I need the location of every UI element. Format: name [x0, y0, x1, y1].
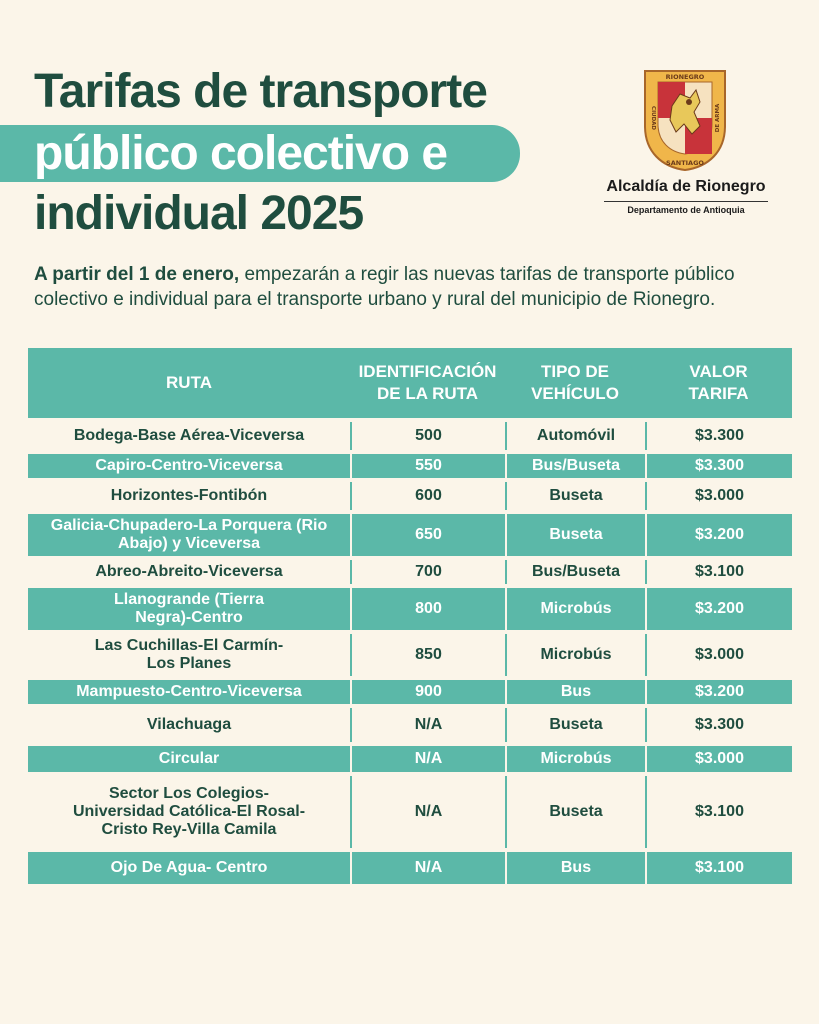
rionegro-shield-icon: [642, 68, 728, 172]
cell-valor: $3.200: [645, 514, 792, 556]
header-tipo-vehiculo: TIPO DE VEHÍCULO: [531, 362, 619, 403]
cell-valor: $3.300: [645, 708, 792, 742]
cell-valor: $3.100: [645, 852, 792, 884]
cell-ruta: Ojo De Agua- Centro: [110, 859, 268, 876]
table-row: [28, 560, 792, 584]
svg-text:RIONEGRO: RIONEGRO: [665, 73, 705, 81]
cell-id: 850: [350, 634, 505, 676]
cell-tipo: Microbús: [505, 634, 645, 676]
alcaldia-name: Alcaldía de Rionegro: [606, 178, 766, 195]
header-ruta: RUTA: [166, 373, 212, 392]
cell-valor: $3.100: [645, 776, 792, 848]
cell-ruta: Bodega-Base Aérea-Viceversa: [73, 427, 305, 444]
cell-valor: $3.200: [645, 588, 792, 630]
cell-id: 700: [350, 560, 505, 584]
table-row: [28, 588, 792, 630]
cell-ruta: Circular: [158, 750, 220, 767]
cell-valor: $3.300: [645, 454, 792, 478]
cell-id: N/A: [350, 776, 505, 848]
alcaldia-logo: [600, 68, 772, 218]
cell-tipo: Microbús: [505, 588, 645, 630]
cell-tipo: Automóvil: [505, 422, 645, 450]
page-title-line-1: Tarifas de transporte: [34, 65, 487, 118]
cell-tipo: Bus/Buseta: [505, 560, 645, 584]
cell-ruta: Sector Los Colegios-Universidad Católica-El Rosal-Cristo Rey-Villa Camila: [72, 785, 306, 838]
header-valor-tarifa: VALOR TARIFA: [688, 362, 749, 403]
page-title-line-2: público colectivo e: [34, 127, 448, 180]
cell-tipo: Bus: [505, 852, 645, 884]
cell-ruta: Vilachuaga: [146, 716, 232, 733]
logo-divider: [604, 201, 768, 202]
cell-id: 900: [350, 680, 505, 704]
table-header: [28, 348, 792, 418]
cell-id: 650: [350, 514, 505, 556]
cell-id: N/A: [350, 852, 505, 884]
cell-ruta: Galicia-Chupadero-La Porquera (Rio Abajo) y Viceversa: [50, 517, 328, 552]
cell-id: N/A: [350, 746, 505, 772]
cell-valor: $3.200: [645, 680, 792, 704]
svg-text:CIUDAD: CIUDAD: [650, 106, 656, 130]
table-row: [28, 708, 792, 742]
department-name: Departamento de Antioquia: [627, 205, 745, 215]
cell-valor: $3.000: [645, 482, 792, 510]
cell-id: 600: [350, 482, 505, 510]
cell-ruta: Abreo-Abreito-Viceversa: [95, 563, 283, 580]
table-row: [28, 454, 792, 478]
cell-tipo: Buseta: [505, 514, 645, 556]
table-row: [28, 776, 792, 848]
cell-id: N/A: [350, 708, 505, 742]
table-row: [28, 514, 792, 556]
intro-text: empezarán a regir las nuevas tarifas de transporte público colectivo e individual para el transporte urbano y rural del municipio de Rionegro.: [34, 264, 735, 310]
header-identificacion: IDENTIFICACIÓN DE LA RUTA: [358, 362, 497, 403]
table-row: [28, 746, 792, 772]
cell-ruta: Horizontes-Fontibón: [110, 487, 268, 504]
intro-bold-lead: A partir del 1 de enero,: [34, 264, 240, 285]
cell-ruta: Las Cuchillas-El Carmín-Los Planes: [94, 637, 284, 672]
cell-ruta: Llanogrande (Tierra Negra)-Centro: [114, 591, 264, 626]
svg-text:SANTIAGO: SANTIAGO: [666, 159, 704, 167]
table-row: [28, 634, 792, 676]
table-row: [28, 680, 792, 704]
cell-tipo: Buseta: [505, 708, 645, 742]
cell-id: 500: [350, 422, 505, 450]
page-title-line-3: individual 2025: [34, 187, 364, 240]
cell-ruta: Mampuesto-Centro-Viceversa: [76, 683, 302, 700]
cell-tipo: Bus: [505, 680, 645, 704]
cell-tipo: Bus/Buseta: [505, 454, 645, 478]
cell-valor: $3.000: [645, 634, 792, 676]
cell-valor: $3.100: [645, 560, 792, 584]
cell-valor: $3.300: [645, 422, 792, 450]
cell-valor: $3.000: [645, 746, 792, 772]
cell-id: 550: [350, 454, 505, 478]
table-row: [28, 482, 792, 510]
cell-id: 800: [350, 588, 505, 630]
table-row: [28, 422, 792, 450]
cell-tipo: Microbús: [505, 746, 645, 772]
cell-ruta: Capiro-Centro-Viceversa: [95, 457, 283, 474]
svg-text:DE ARMA: DE ARMA: [715, 103, 721, 133]
intro-paragraph: [34, 262, 774, 312]
cell-tipo: Buseta: [505, 482, 645, 510]
tarifas-table: [28, 348, 792, 884]
table-row: [28, 852, 792, 884]
cell-tipo: Buseta: [505, 776, 645, 848]
